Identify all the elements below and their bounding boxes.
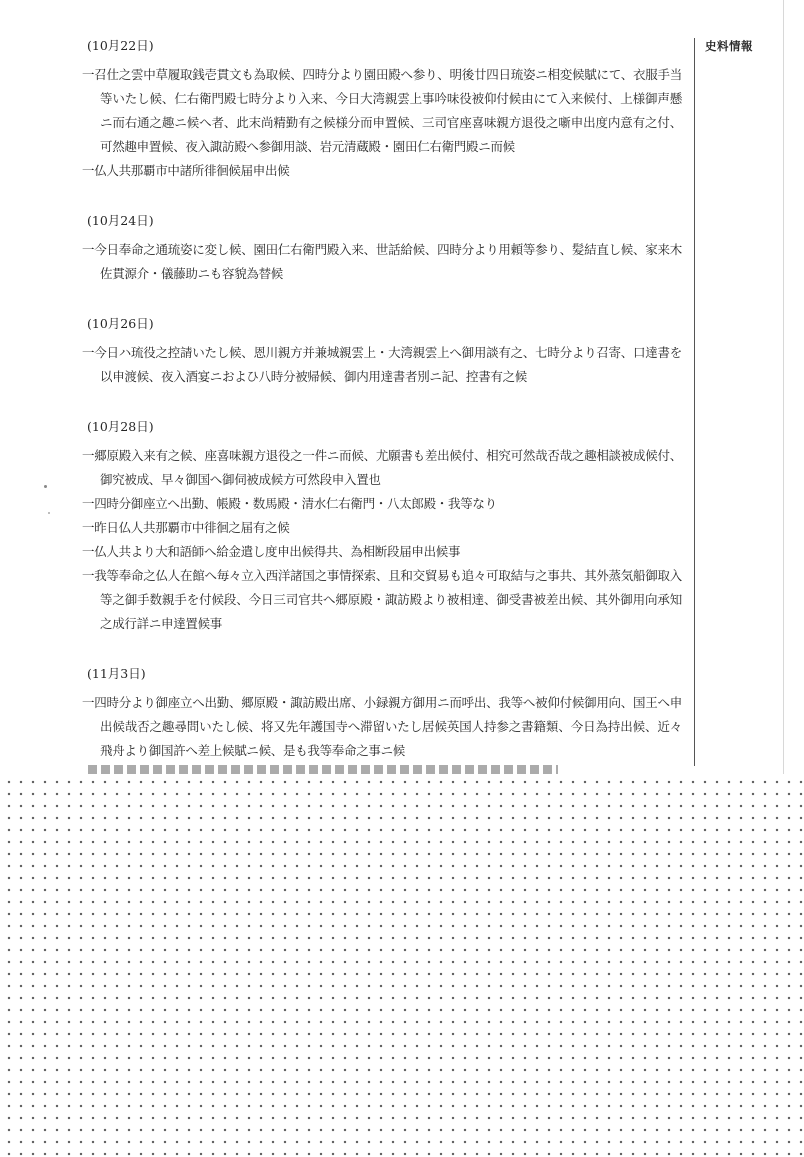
entry-item: 一仏人共より大和語師へ給金遣し度申出候得共、為相断段届申出候事 [82, 544, 461, 559]
diary-entry [82, 36, 682, 183]
entry-item: 一昨日仏人共那覇市中徘徊之届有之候 [82, 520, 290, 535]
diary-body [82, 36, 682, 839]
diary-entry [82, 664, 682, 763]
entry-item: 一今日ハ琉役之控請いたし候、恩川親方并兼城親雲上・大湾親雲上へ御用談有之、七時分より召寄、口達書を以申渡候、夜入酒宴ニおよひ八時分被帰候、御内用達書者別ニ記、控書有之候 [82, 345, 682, 384]
entry-item: 一我等奉命之仏人在館へ毎々立入西洋諸国之事情探索、且和交貿易も追々可取結与之事共、其外蒸気船御取入等之御手数親手を付候段、今日三司官共へ郷原殿・諏訪殿より被相達、御受書被差出候、其外御用向承知之成行詳ニ申達置候事 [82, 568, 682, 631]
entry-date: (10月22日) [87, 38, 154, 53]
entry-item: 一四時分より御座立へ出勤、郷原殿・諏訪殿出席、小録親方御用ニ而呼出、我等へ被仰付候御用向、国王へ申出候哉否之趣尋問いたし候、将又先年護国寺へ滞留いたし居候英国人持参之書籍類、今日為持出候、近々飛舟より御国許へ差上候賦ニ候、是も我等奉命之事ニ候 [82, 695, 682, 758]
entry-item: 一召仕之雲中草履取銭壱貫文も為取候、四時分より園田殿へ参り、明後廿四日琉姿ニ相変候賦にて、衣服手当等いたし候、仁右衛門殿七時分より入来、今日大湾親雲上事吟味役被仰付候由にて入来候付、上様御声懸ニ而右通之趣ニ候へ者、此末尚精勤有之候様分而申置候、三司官座喜味親方退役之噺申出度内意有之付、可然趣申置候、夜入諏訪殿へ参御用談、岩元清蔵殿・園田仁右衛門殿ニ而候 [82, 67, 682, 154]
margin-rule [694, 38, 695, 766]
diary-entry [82, 314, 682, 389]
entry-date: (10月26日) [87, 316, 154, 331]
entry-item: 一四時分御座立へ出勤、帳殿・数馬殿・清水仁右衛門・八太郎殿・我等なり [82, 496, 497, 511]
entry-date: (10月28日) [87, 419, 154, 434]
section-side-label: 史料情報 [705, 39, 753, 53]
entry-date: (11月3日) [87, 666, 146, 681]
entry-item: 一郷原殿入来有之候、座喜味親方退役之一件ニ而候、尤願書も差出候付、相究可然哉否哉之趣相談被成候付、御究被成、早々御国へ御伺被成候方可然段申入置也 [82, 448, 682, 487]
diary-entry [82, 211, 682, 286]
scan-speck [48, 512, 50, 514]
scan-speck [44, 485, 47, 488]
diary-entry [82, 417, 682, 636]
dotted-mask-region [0, 774, 804, 1157]
entry-item: 一今日奉命之通琉姿に変し候、園田仁右衛門殿入来、世話給候、四時分より用頼等参り、髪結直し候、家来木佐貫源介・儀藤助ニも容貌為替候 [82, 242, 682, 281]
entry-date: (10月24日) [87, 213, 154, 228]
entry-item: 一仏人共那覇市中諸所徘徊候届申出候 [82, 163, 290, 178]
